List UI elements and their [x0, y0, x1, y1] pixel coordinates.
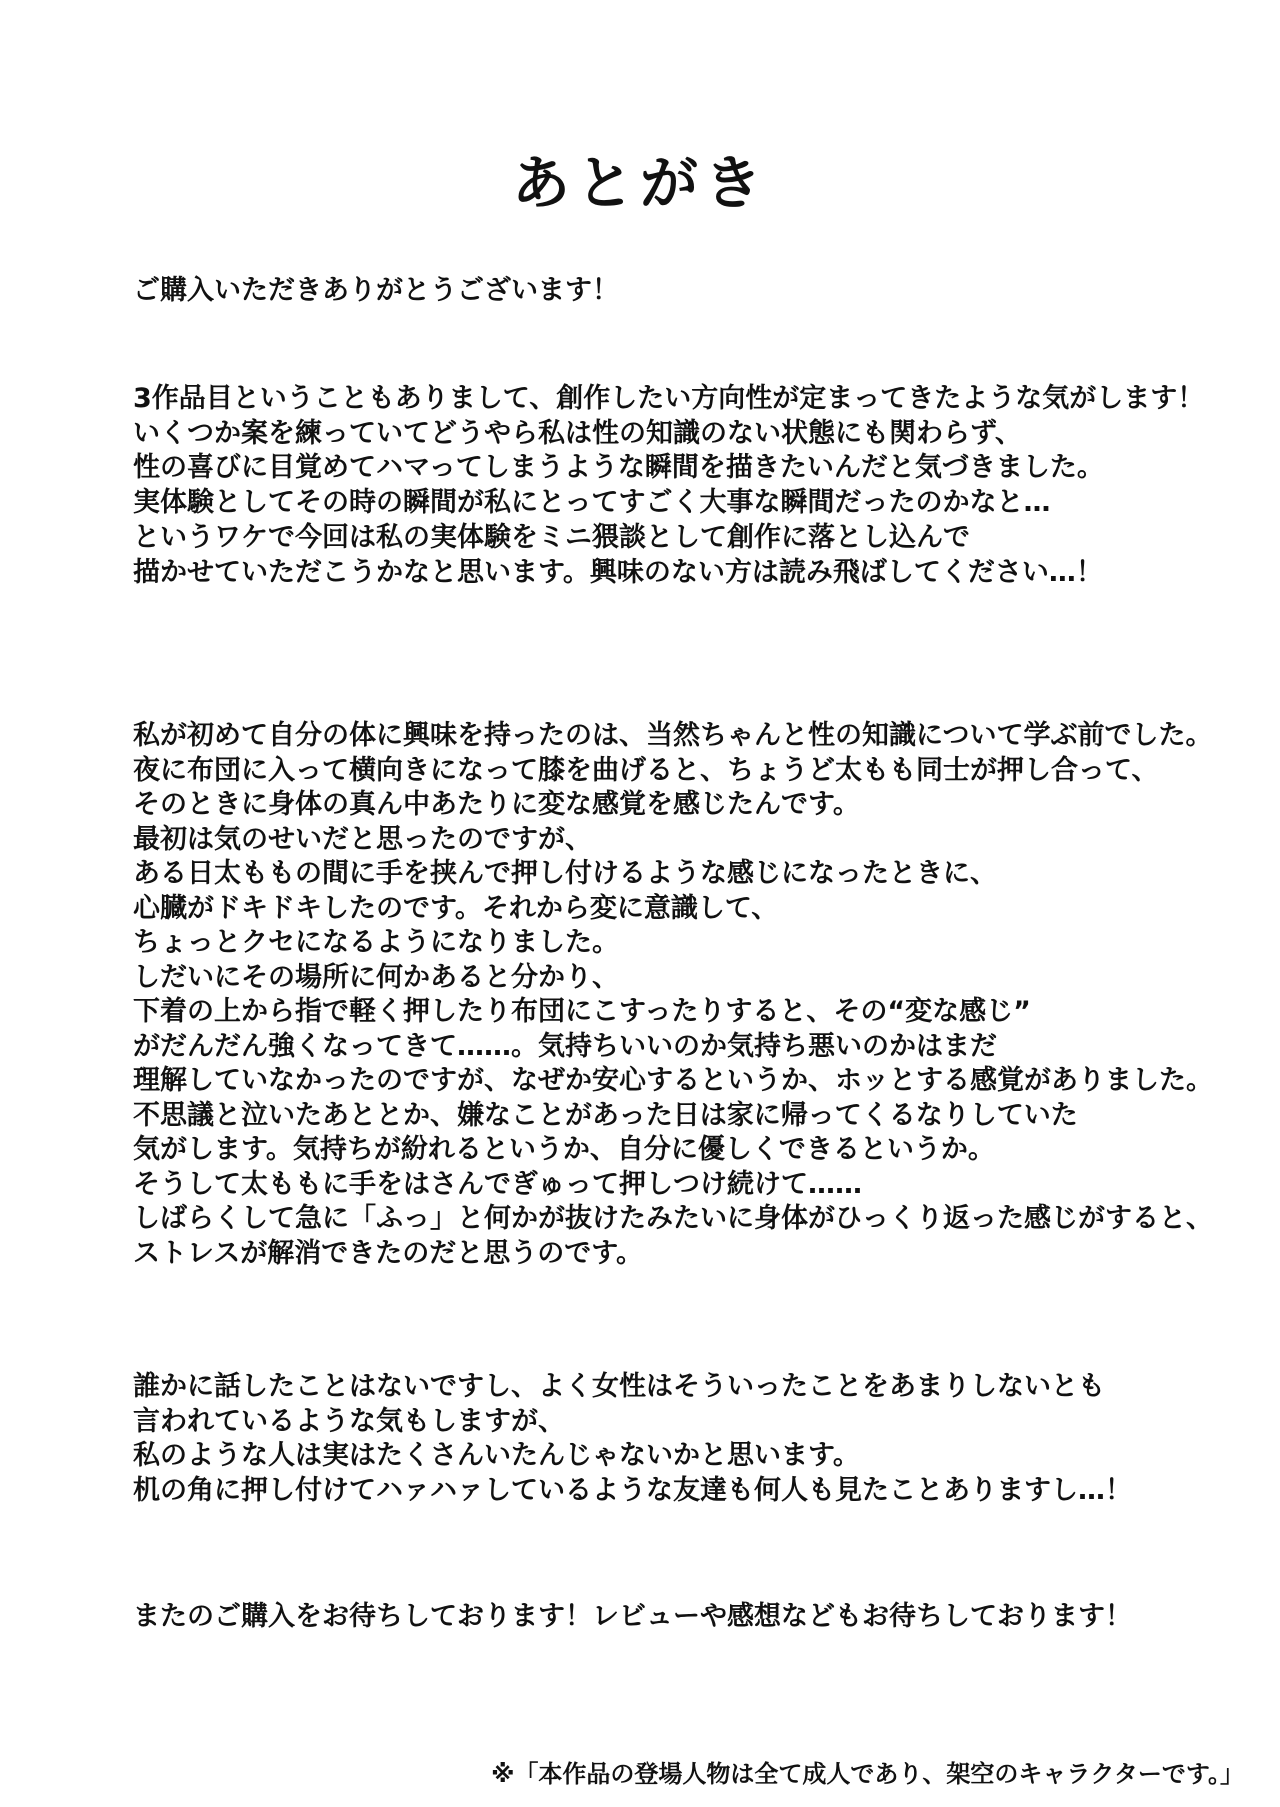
paragraph-3 — [133, 719, 1213, 1271]
text-line: 夜に布団に入って横向きになって膝を曲げると、ちょうど太もも同士が押し合って、 — [133, 754, 1159, 786]
text-line: ストレスが解消できたのだと思うのです。 — [133, 1237, 644, 1269]
text-line: そのときに身体の真ん中あたりに変な感覚を感じたんです。 — [133, 789, 860, 820]
text-line: 理解していなかったのですが、なぜか安心するというか、ホッとする感覚がありました。 — [133, 1065, 1213, 1096]
text-line: 私のような人は実はたくさんいたんじゃないかと思います。 — [133, 1440, 860, 1471]
text-line: 不思議と泣いたあととか、嫌なことがあった日は家に帰ってくるなりしていた — [133, 1099, 1078, 1131]
text-line: 最初は気のせいだと思ったのですが、 — [133, 823, 592, 855]
text-line: ちょっとクセになるようになりました。 — [133, 927, 619, 958]
text-line: ある日太ももの間に手を挟んで押し付けるような感じになったときに、 — [133, 858, 997, 889]
disclaimer: ※「本作品の登場人物は全て成人であり、架空のキャラクターです。」 — [491, 1760, 1244, 1788]
text-line: 描かせていただこうかなと思います。興味のない方は読み飛ばしてください…！ — [133, 556, 1103, 588]
text-line: というワケで今回は私の実体験をミニ猥談として創作に落とし込んで — [133, 522, 970, 553]
text-line: そうして太ももに手をはさんでぎゅって押しつけ続けて…… — [133, 1168, 862, 1200]
page-title: あとがき — [511, 149, 768, 217]
closing — [133, 1600, 1132, 1635]
text-line: 心臓がドキドキしたのです。それから変に意識して、 — [133, 892, 779, 924]
closing-line: またのご購入をお待ちしております！レビューや感想などもお待ちしております！ — [133, 1601, 1132, 1632]
text-line: 3作品目ということもありまして、創作したい方向性が定まってきたような気がします！ — [133, 383, 1205, 414]
text-line: 下着の上から指で軽く押したり布団にこすったりすると、その“変な感じ” — [133, 996, 1031, 1027]
text-line: 机の角に押し付けてハァハァしているような友達も何人も見たことありますし…！ — [133, 1474, 1132, 1506]
text-line: 私が初めて自分の体に興味を持ったのは、当然ちゃんと性の知識について学ぶ前でした。 — [133, 720, 1213, 751]
text-line: 実体験としてその時の瞬間が私にとってすごく大事な瞬間だったのかなと… — [133, 486, 1051, 518]
greeting — [133, 274, 619, 309]
paragraph-4 — [133, 1370, 1132, 1508]
text-line: 性の喜びに目覚めてハマってしまうような瞬間を描きたいんだと気づきました。 — [133, 452, 1104, 483]
text-line: 誰かに話したことはないですし、よく女性はそういったことをあまりしないとも — [133, 1371, 1105, 1402]
paragraph-2 — [133, 521, 1103, 590]
text-line: しばらくして急に「ふっ」と何かが抜けたみたいに身体がひっくり返った感じがすると、 — [133, 1203, 1213, 1234]
paragraph-1 — [133, 382, 1204, 520]
text-line: いくつか案を練っていてどうやら私は性の知識のない状態にも関わらず、 — [133, 417, 1022, 449]
greeting-line: ご購入いただきありがとうございます！ — [133, 275, 619, 306]
text-line: 気がします。気持ちが紛れるというか、自分に優しくできるというか。 — [133, 1134, 995, 1165]
text-line: がだんだん強くなってきて……。気持ちいいのか気持ち悪いのかはまだ — [133, 1030, 997, 1062]
text-line: しだいにその場所に何かあると分かり、 — [133, 961, 619, 993]
text-line: 言われているような気もしますが、 — [133, 1405, 565, 1437]
